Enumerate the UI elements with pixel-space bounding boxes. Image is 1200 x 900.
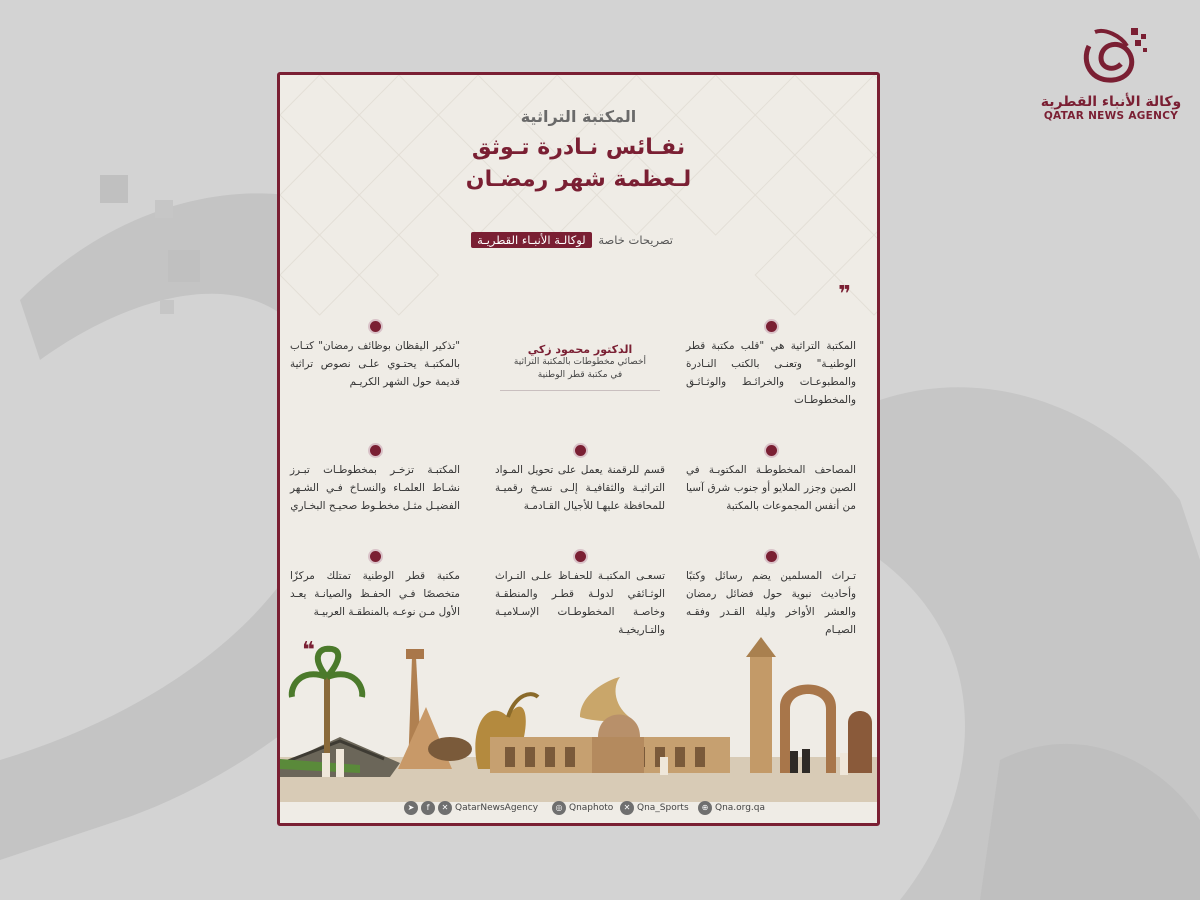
statement-tagline	[471, 233, 673, 247]
qna-logo-icon	[1071, 24, 1151, 90]
speaker-role-line-1: أخصائي مخطوطات بالمكتبة التراثية	[513, 357, 647, 367]
poster-title-line-1: نفـائس نـادرة تـوثق	[471, 135, 686, 160]
statement-block	[290, 321, 460, 391]
statement-text: تسعـى المكتبـة للحفـاظ علـى التـراث الوثـائقي لدولـة قطـر والمنطقـة وخاصـة المخطوطـات الإسـلاميـة والتـاريخيـة	[495, 570, 665, 636]
infographic-poster	[277, 72, 880, 826]
statement-block	[686, 445, 856, 515]
statement-text: "تذكير اليقظان بوظائف رمضان" كتـاب بالمكتبـة يحتـوي علـى نصوص تراثية قديمة حول الشهر الكريـم	[290, 340, 460, 388]
social-main[interactable]	[404, 801, 538, 815]
statement-text: المصاحف المخطوطـة المكتوبـة في الصين وجزر الملايو أو جنوب شرق آسيا من أنفس المجموعات بالمكتبة	[686, 464, 856, 512]
bullet-dot-icon	[766, 445, 777, 456]
instagram-icon[interactable]: ◎	[552, 801, 566, 815]
globe-icon[interactable]: ⊕	[698, 801, 712, 815]
instagram-handle[interactable]: Qnaphoto	[569, 803, 614, 813]
telegram-icon[interactable]: ➤	[404, 801, 418, 815]
statement-block	[495, 551, 665, 639]
brand-name-english: QATAR NEWS AGENCY	[1043, 110, 1179, 122]
statement-block	[290, 551, 460, 621]
speaker-info	[485, 343, 675, 391]
social-instagram[interactable]	[552, 801, 613, 815]
statement-block	[686, 321, 856, 409]
statement-block	[495, 445, 665, 515]
bullet-dot-icon	[370, 445, 381, 456]
social-x-sports[interactable]	[620, 801, 689, 815]
tagline-highlight: لوكالـة الأنبـاء القطريـة	[471, 232, 592, 248]
statement-text: تـراث المسلمين يضم رسائل وكتبًا وأحاديث نبوية حول فضائل رمضان والعشر الأواخر وليلة القـدر وفقـه الصيـام	[686, 570, 856, 636]
x-sports-handle[interactable]: Qna_Sports	[637, 803, 689, 813]
qatar-landmarks-illustration	[280, 637, 880, 802]
social-main-handle[interactable]: QatarNewsAgency	[455, 803, 539, 813]
website-link[interactable]: Qna.org.qa	[715, 803, 766, 813]
social-website[interactable]	[698, 801, 765, 815]
poster-heading	[280, 107, 877, 196]
speaker-name: الدكتور محمود زكي	[527, 343, 633, 356]
quote-open-icon: ❞	[838, 282, 851, 307]
bullet-dot-icon	[575, 445, 586, 456]
speaker-role-line-2: في مكتبة قطر الوطنية	[537, 370, 623, 380]
bullet-dot-icon	[766, 321, 777, 332]
brand-name-arabic: وكالة الأنباء القطرية	[1040, 94, 1182, 110]
bullet-dot-icon	[575, 551, 586, 562]
poster-title-line-2: لـعظمة شهر رمضـان	[465, 167, 692, 192]
quote-close-icon: ❝	[302, 638, 315, 663]
bullet-dot-icon	[370, 551, 381, 562]
statement-text: قسم للرقمنة يعمل على تحويل المـواد التراثيـة والثقافيـة إلـى نسـخ رقميـة للمحافظة عليهـا للأجيال القـادمـة	[495, 464, 665, 512]
statement-block	[686, 551, 856, 639]
social-footer	[280, 795, 877, 823]
tagline-text: تصريحات خاصة	[598, 233, 673, 247]
statement-text: المكتبـة تزخـر بمخطوطـات تبـرز نشـاط العلمـاء والنسـاخ فـي الشـهر الفضيـل مثـل مخطـوط صحيـح البخـاري	[290, 464, 460, 512]
brand-logo[interactable]	[1036, 24, 1186, 122]
statement-text: المكتبة التراثية هي "قلب مكتبة قطر الوطنيـة" وتعنـى بالكتب النـادرة والمطبوعـات والخرائـط والوثـائـق والمخطوطـات	[686, 340, 856, 406]
x-icon[interactable]: ✕	[620, 801, 634, 815]
bullet-dot-icon	[370, 321, 381, 332]
bullet-dot-icon	[766, 551, 777, 562]
divider	[500, 390, 660, 391]
statement-text: مكتبة قطر الوطنية تمتلك مركزًا متخصصًا فـي الحفـظ والصيانـة يعـد الأول مـن نوعـه بالمنطقـة العربيـة	[290, 570, 460, 618]
poster-subtitle: المكتبة التراثية	[520, 107, 637, 126]
facebook-icon[interactable]: f	[421, 801, 435, 815]
x-icon[interactable]: ✕	[438, 801, 452, 815]
statement-block	[290, 445, 460, 515]
